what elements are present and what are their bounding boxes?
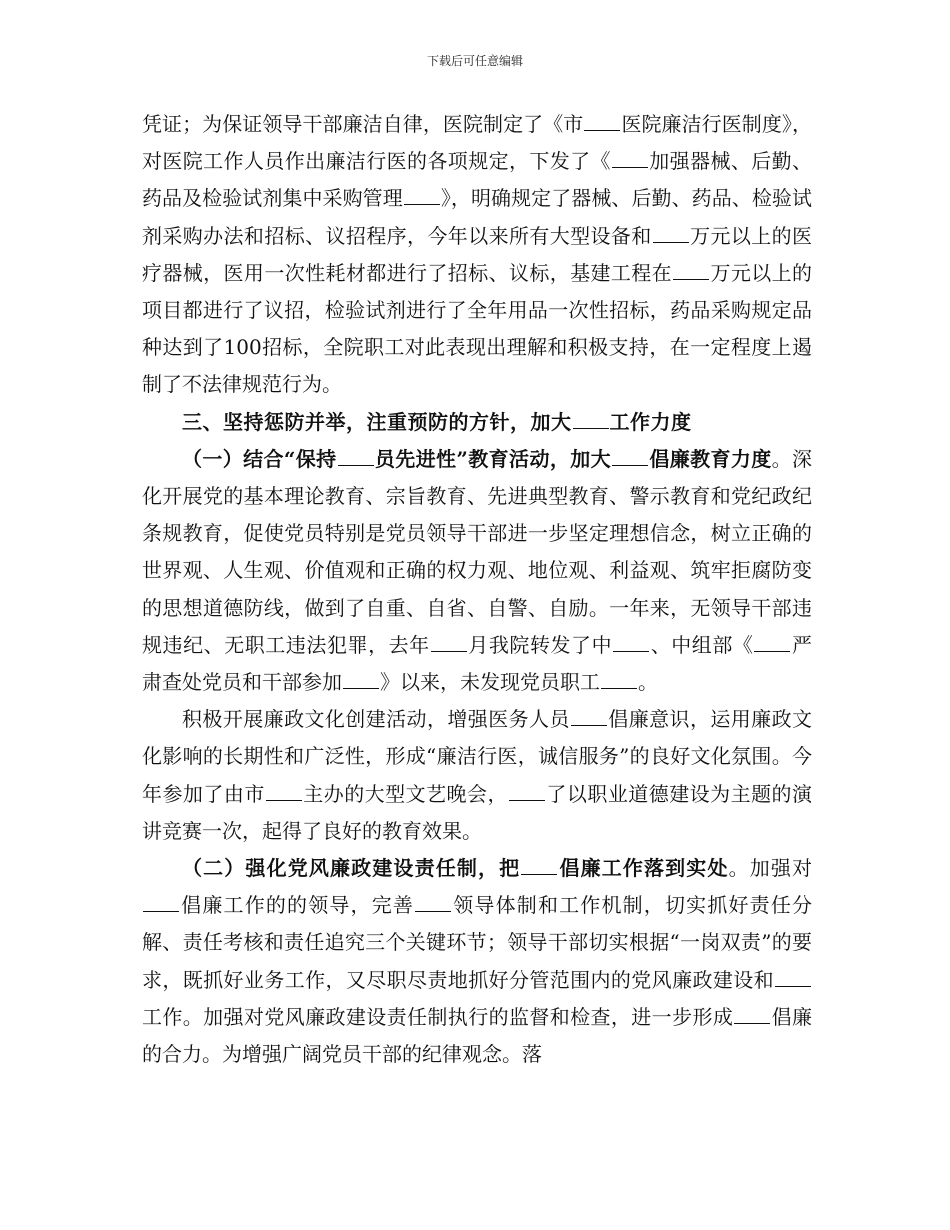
blank-underline — [431, 631, 467, 652]
blank-underline — [673, 259, 709, 280]
section-heading-3 — [142, 404, 812, 441]
text-run: 倡廉教育力度 — [648, 446, 772, 471]
blank-underline — [143, 891, 179, 912]
blank-underline — [754, 631, 790, 652]
blank-underline — [415, 891, 451, 912]
text-run: 领导体制和工作机制，切实抓好责任分解、责任考核和责任追究三个关键环节；领导干部切实根据“一岗双责”的要求，既抓好业务工作，又尽职尽责地抓好分管范围内的党风廉政建设和 — [142, 893, 813, 992]
text-run: 万元以上的项目都进行了议招，检验试剂进行了全年用品一次性招标，药品采购规定品种达到了100招标，全院职工对此表现出理解和积极支持，在一定程度上遏制了不法律规范行为。 — [142, 260, 813, 397]
text-run: 了以职业道德建设为主题的演讲竞赛一次，起得了良好的教育效果。 — [142, 781, 813, 843]
text-run: 。加强对 — [728, 856, 813, 881]
blank-underline — [266, 780, 302, 801]
text-run: 工作。加强对党风廉政建设责任制执行的监督和检查，进一步形成 — [142, 1004, 734, 1029]
text-run: 》，明确规定了器械、后勤、药品、检验试剂采购办法和招标、议招程序，今年以来所有大型设备和 — [142, 186, 812, 248]
blank-underline — [571, 705, 607, 726]
blank-underline — [509, 780, 545, 801]
text-run: 倡廉工作的的领导，完善 — [180, 893, 415, 918]
text-run: 积极开展廉政文化创建活动，增强医务人员 — [182, 707, 570, 732]
text-run: 严肃查处党员和干部参加 — [142, 632, 813, 695]
text-run: 、中组部《 — [650, 632, 754, 657]
document-body — [142, 106, 812, 1073]
blank-underline — [612, 445, 648, 466]
subsection-1-paragraph — [142, 441, 812, 701]
text-run: （一）结合“保持 — [182, 446, 337, 471]
text-run: 三、坚持惩防并举，注重预防的方针，加大 — [182, 409, 572, 434]
blank-underline — [338, 445, 374, 466]
blank-underline — [613, 631, 649, 652]
blank-underline — [775, 966, 811, 987]
paragraph-procurement — [142, 106, 812, 404]
text-run: 倡廉的合力。为增强广阔党员干部的纪律观念。落 — [142, 1004, 813, 1067]
text-run: 。 — [638, 670, 658, 695]
blank-underline — [584, 110, 620, 131]
paragraph-culture — [142, 701, 812, 850]
text-run: （二）强化党风廉政建设责任制，把 — [182, 856, 521, 881]
subsection-2-paragraph — [142, 850, 812, 1073]
text-run: 倡廉意识，运用廉政文化影响的长期性和广泛性，形成“廉洁行医，诚信服务”的良好文化氛围。今年参加了由市 — [142, 707, 813, 806]
blank-underline — [404, 184, 440, 205]
text-run: 月我院转发了中 — [467, 632, 613, 657]
blank-underline — [521, 854, 557, 875]
blank-underline — [612, 147, 648, 168]
subsection-1-title — [182, 447, 772, 471]
text-run: 主办的大型文艺晚会， — [302, 781, 508, 806]
blank-underline — [573, 408, 609, 429]
text-run: 加强器械、后勤、药品及检验试剂集中采购管理 — [142, 149, 813, 211]
text-run: 医院廉洁行医制度》，对医院工作人员作出廉洁行医的各项规定，下发了《 — [142, 112, 812, 174]
blank-underline — [653, 222, 689, 243]
text-run: 工作力度 — [609, 409, 692, 434]
text-run: 凭证；为保证领导干部廉洁自律，医院制定了《市 — [142, 112, 584, 136]
text-run: 倡廉工作落到实处 — [558, 856, 729, 881]
page-header: 下载后可任意编辑 — [426, 54, 523, 68]
text-run: 》以来，未发现党员职工 — [380, 670, 600, 695]
blank-underline — [734, 1003, 770, 1024]
subsection-2-title — [182, 856, 729, 880]
text-run: 。深化开展党的基本理论教育、宗旨教育、先进典型教育、警示教育和党纪政纪条规教育，促使党员特别是党员领导干部进一步坚定理想信念，树立正确的世界观、人生观、价值观和正确的权力观、地位观、利益观、筑牢拒腐防变的思想道德防线，做到了自重、自省、自警、自励。一年来，无领导干部违规违纪、无职工违法犯罪，去年 — [142, 446, 812, 657]
text-run: 万元以上的医疗器械，医用一次性耗材都进行了招标、议标，基建工程在 — [142, 223, 813, 285]
blank-underline — [601, 668, 637, 689]
text-run: 员先进性”教育活动，加大 — [374, 446, 611, 471]
blank-underline — [343, 668, 379, 689]
